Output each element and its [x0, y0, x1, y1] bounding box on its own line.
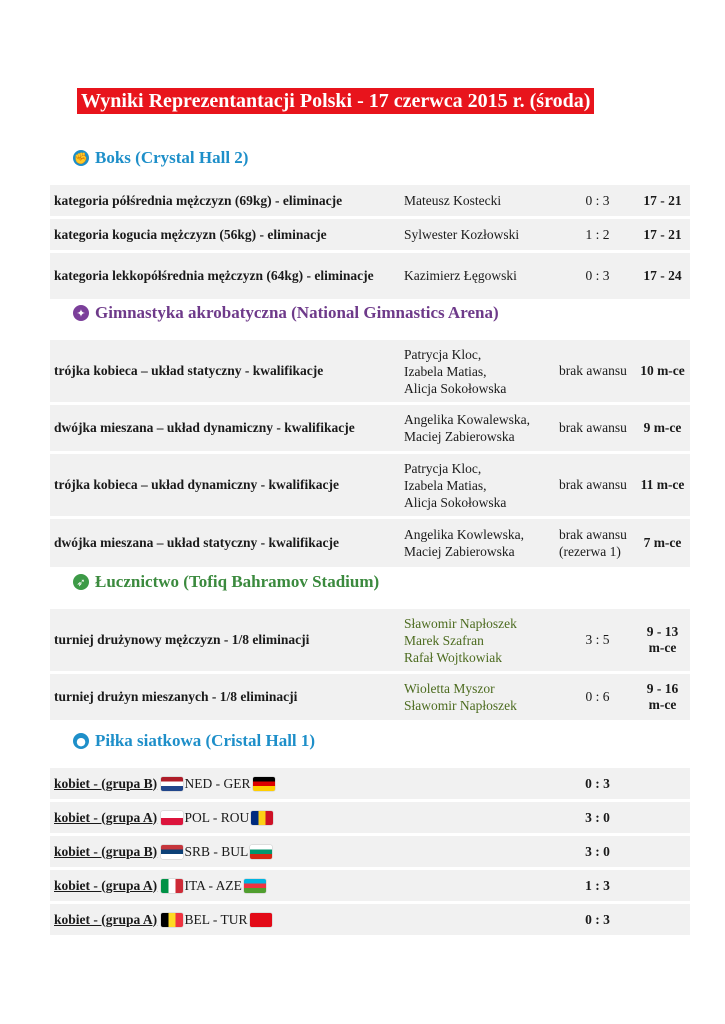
athlete-names	[400, 609, 560, 671]
section-heading-volleyball	[73, 729, 315, 753]
athlete-name: Izabela Matias,	[404, 363, 487, 379]
page-title: Wyniki Reprezentantacji Polski - 17 czerwca 2015 r. (środa)	[77, 88, 594, 114]
event-name: dwójka mieszana – układ statyczny - kwalifikacje	[50, 519, 400, 567]
result: brak awansu	[555, 405, 635, 451]
event-name: kategoria lekkopółśrednia mężczyzn (64kg) - eliminacje	[50, 253, 400, 299]
athlete-name: Wioletta Myszor	[404, 681, 495, 696]
table-row	[50, 519, 690, 567]
match-teams: BEL - TUR	[184, 911, 248, 927]
result: brak awansu	[555, 340, 635, 402]
flag-ger-icon	[253, 777, 275, 791]
result: 3 : 5	[560, 609, 635, 671]
section-heading-boxing	[73, 146, 248, 170]
athlete-name: Mateusz Kostecki	[400, 185, 560, 216]
event-name: kategoria półśrednia mężczyzn (69kg) - eliminacje	[50, 185, 400, 216]
event-name: trójka kobieca – układ statyczny - kwalifikacje	[50, 340, 400, 402]
result: 0 : 6	[560, 674, 635, 720]
table-row	[50, 405, 690, 451]
flag-bel-icon	[161, 913, 183, 927]
flag-bul-icon	[250, 845, 272, 859]
flag-srb-icon	[161, 845, 183, 859]
result: brak awansu	[555, 454, 635, 516]
section-title: Piłka siatkowa (Cristal Hall 1)	[95, 731, 316, 750]
event-name: kategoria koguciа mężczyzn (56kg) - eliminacje	[50, 219, 400, 250]
gymnastics-table	[50, 337, 690, 570]
gymnastics-icon: ✦	[73, 305, 89, 321]
athlete-names	[400, 519, 555, 567]
game-cell	[50, 904, 560, 935]
place: 11 m-ce	[635, 454, 690, 516]
athlete-name: Patrycja Kloc,	[404, 346, 482, 362]
place: 9 - 16 m-ce	[635, 674, 690, 720]
athlete-name: Sylwester Kozłowski	[400, 219, 560, 250]
section-heading-gymnastics	[73, 301, 499, 325]
event-name: dwójka mieszana – układ dynamiczny - kwalifikacje	[50, 405, 400, 451]
flag-tur-icon	[250, 913, 272, 927]
place: 9 m-ce	[635, 405, 690, 451]
event-name: trójka kobieca – układ dynamiczny - kwalifikacje	[50, 454, 400, 516]
table-row	[50, 768, 690, 799]
match-teams: ITA - AZE	[184, 877, 242, 893]
place: 7 m-ce	[635, 519, 690, 567]
athlete-name: Sławomir Napłoszek	[404, 698, 517, 713]
table-row	[50, 609, 690, 671]
place: 10 m-ce	[635, 340, 690, 402]
group-link[interactable]: kobiet - (grupa A)	[54, 809, 158, 825]
game-cell	[50, 836, 560, 867]
table-row	[50, 253, 690, 299]
match-score: 3 : 0	[560, 802, 635, 833]
table-row	[50, 836, 690, 867]
match-teams: SRB - BUL	[184, 843, 249, 859]
group-link[interactable]: kobiet - (grupa A)	[54, 877, 158, 893]
place: 17 - 21	[635, 185, 690, 216]
match-teams: NED - GER	[184, 775, 251, 791]
table-row	[50, 802, 690, 833]
game-cell	[50, 768, 560, 799]
athlete-name: Rafał Wojtkowiak	[404, 649, 503, 665]
athlete-name: Marek Szafran	[404, 632, 484, 648]
section-title: Boks (Crystal Hall 2)	[95, 148, 249, 167]
athlete-name: Maciej Zabierowska	[404, 544, 515, 559]
section-title: Gimnastyka akrobatyczna (National Gimnastics Arena)	[95, 303, 499, 322]
flag-ned-icon	[161, 777, 183, 791]
athlete-name: Alicja Sokołowska	[404, 380, 507, 396]
athlete-names	[400, 674, 560, 720]
flag-rou-icon	[251, 811, 273, 825]
table-row	[50, 870, 690, 901]
athlete-names	[400, 454, 555, 516]
flag-pol-icon	[161, 811, 183, 825]
table-row	[50, 219, 690, 250]
athlete-names	[400, 340, 555, 402]
table-row	[50, 454, 690, 516]
place: 9 - 13 m-ce	[635, 609, 690, 671]
table-row	[50, 904, 690, 935]
game-cell	[50, 802, 560, 833]
event-name: turniej drużyn mieszanych - 1/8 eliminacji	[50, 674, 400, 720]
match-score: 0 : 3	[560, 768, 635, 799]
match-score: 0 : 3	[560, 904, 635, 935]
athlete-name: Sławomir Napłoszek	[404, 615, 517, 631]
athlete-name: Izabela Matias,	[404, 477, 487, 493]
place: 17 - 21	[635, 219, 690, 250]
boxing-icon: ✊	[74, 151, 88, 165]
athlete-names	[400, 405, 555, 451]
athlete-name: Maciej Zabierowska	[404, 429, 515, 444]
match-teams: POL - ROU	[184, 809, 250, 825]
flag-aze-icon	[244, 879, 266, 893]
athlete-name: Patrycja Kloc,	[404, 460, 482, 476]
result: 0 : 3	[560, 185, 635, 216]
group-link[interactable]: kobiet - (grupa B)	[54, 843, 158, 859]
athlete-name: Kazimierz Łęgowski	[400, 253, 560, 299]
match-score: 1 : 3	[560, 870, 635, 901]
athlete-name: Alicja Sokołowska	[404, 494, 507, 510]
result: brak awansu (rezerwa 1)	[555, 519, 635, 567]
section-title: Łucznictwo (Tofiq Bahramov Stadium)	[95, 572, 380, 591]
flag-ita-icon	[161, 879, 183, 893]
athlete-name: Angelika Kowlewska,	[404, 527, 524, 542]
boxing-table	[50, 182, 690, 302]
archery-icon: ➶	[73, 574, 89, 590]
game-cell	[50, 870, 560, 901]
result: 0 : 3	[560, 253, 635, 299]
table-row	[50, 674, 690, 720]
match-score: 3 : 0	[560, 836, 635, 867]
table-row	[50, 185, 690, 216]
volleyball-table	[50, 765, 690, 938]
athlete-name: Angelika Kowalewska,	[404, 412, 530, 427]
group-link[interactable]: kobiet - (grupa B)	[54, 775, 158, 791]
event-name: turniej drużynowy mężczyzn - 1/8 eliminacji	[50, 609, 400, 671]
archery-table	[50, 606, 690, 723]
result: 1 : 2	[560, 219, 635, 250]
table-row	[50, 340, 690, 402]
place: 17 - 24	[635, 253, 690, 299]
group-link[interactable]: kobiet - (grupa A)	[54, 911, 158, 927]
volleyball-icon: ●	[73, 733, 89, 749]
section-heading-archery	[73, 570, 379, 594]
